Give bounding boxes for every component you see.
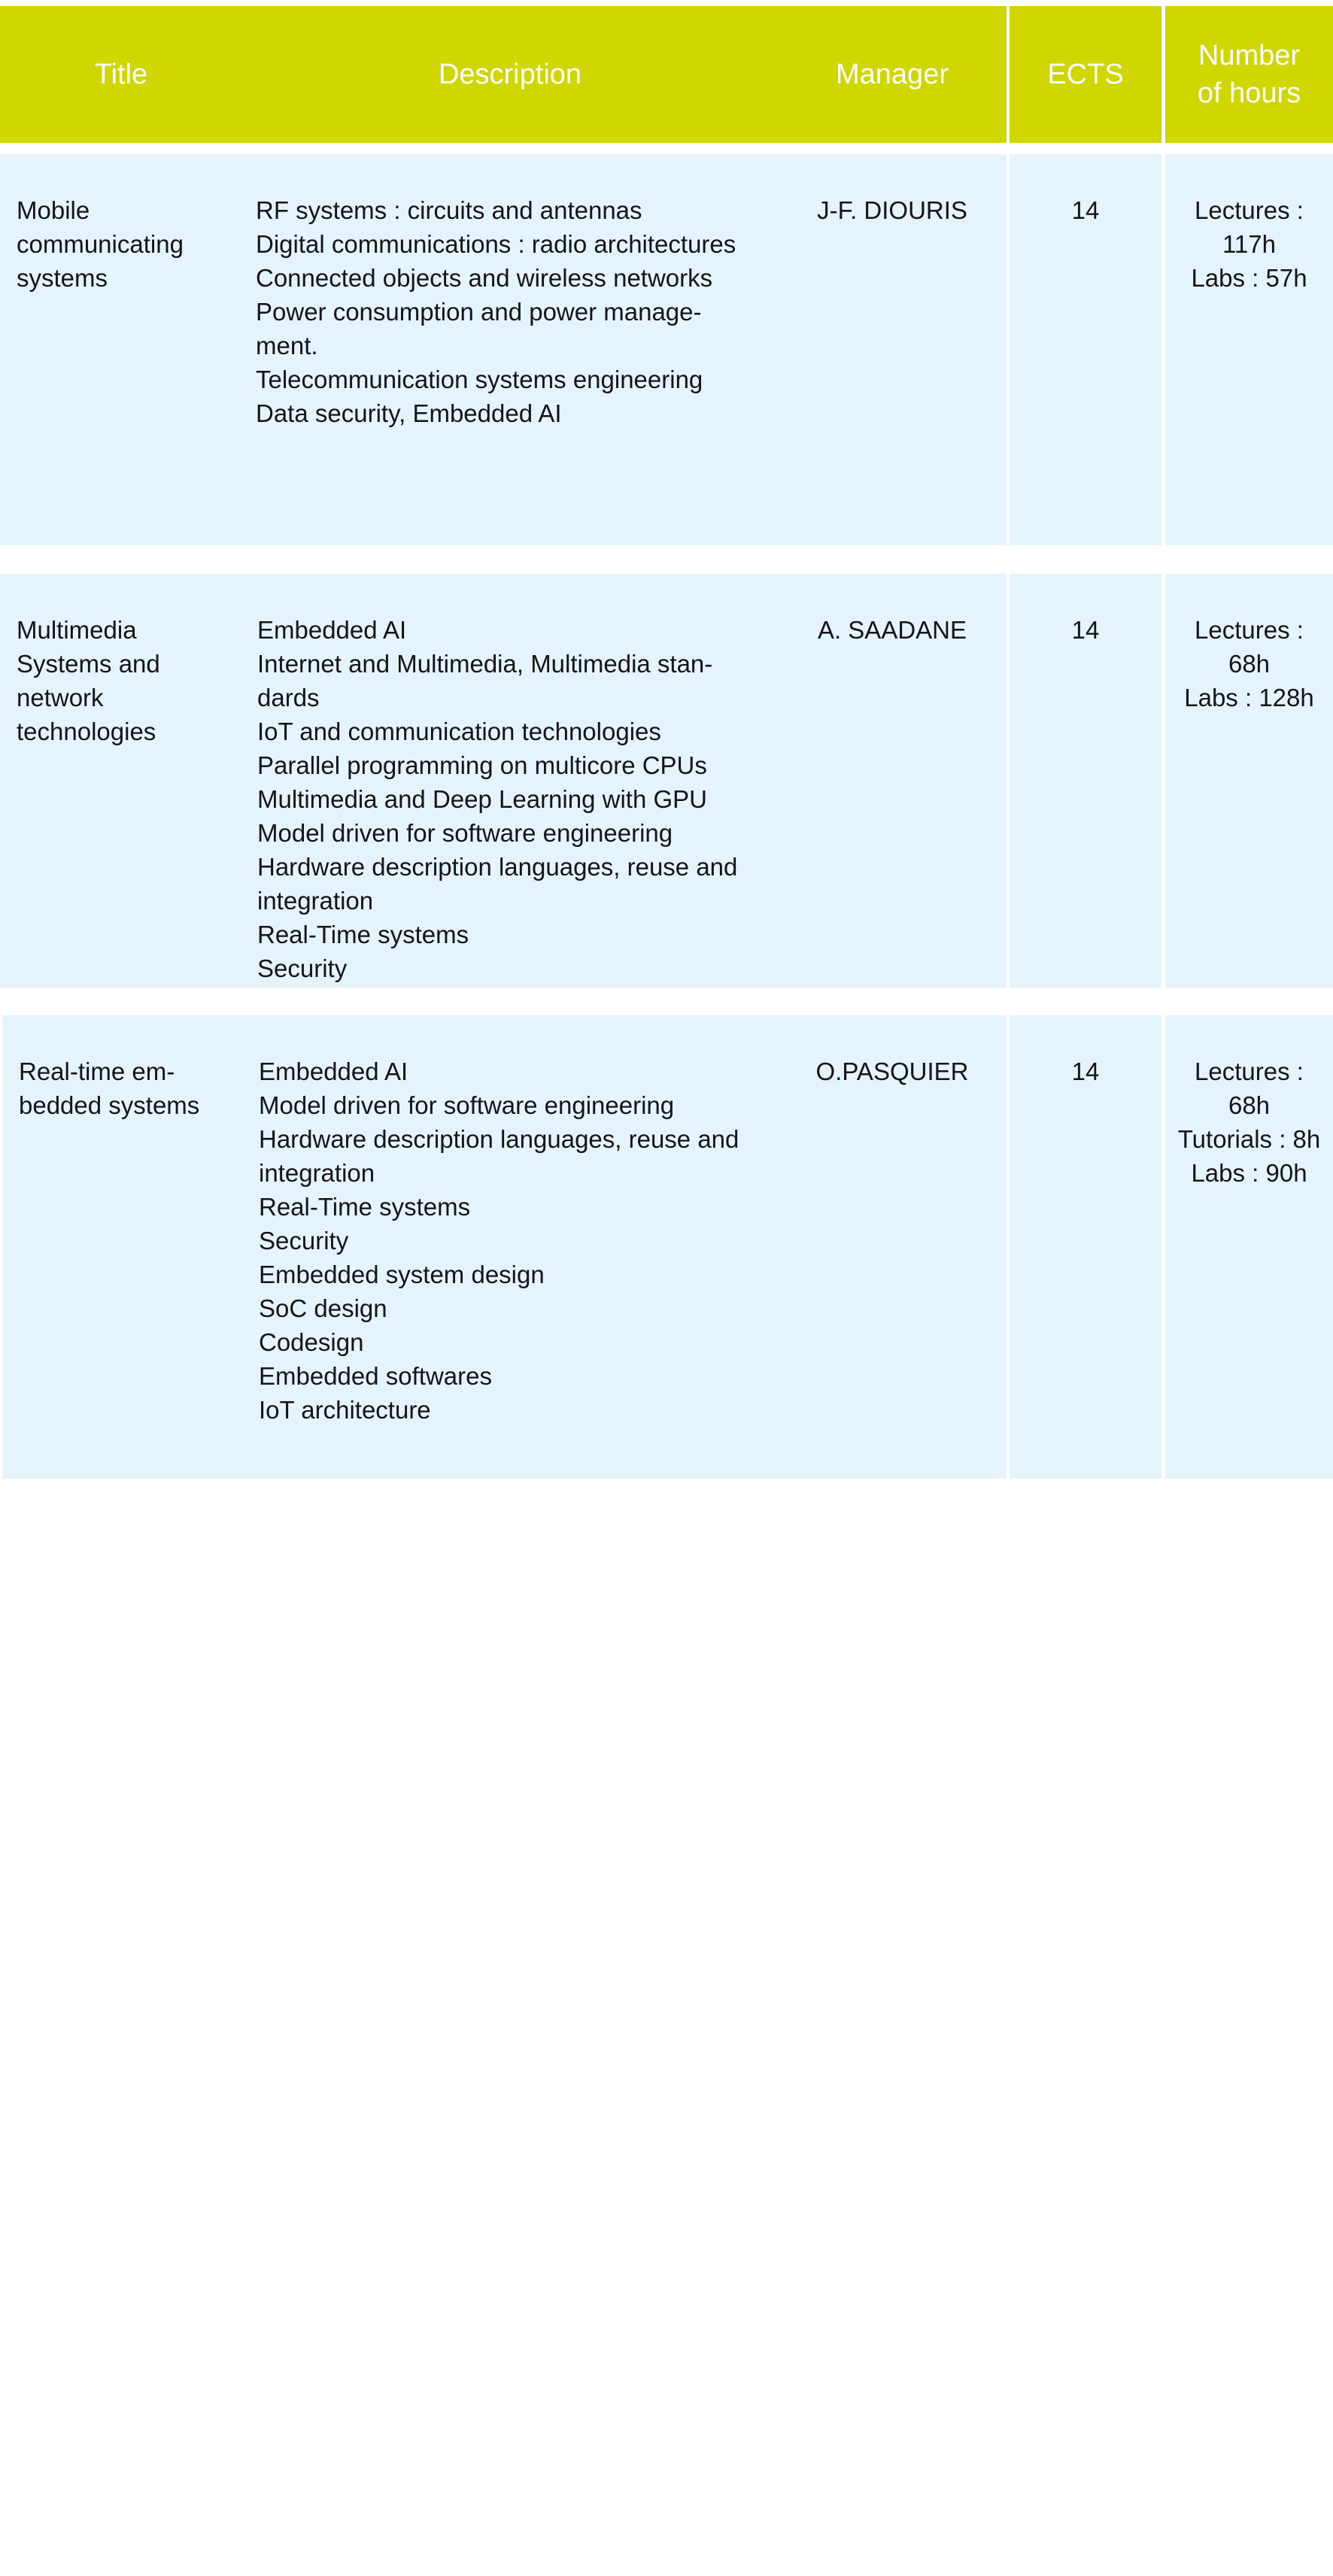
header-title-label: Title <box>94 59 148 90</box>
row-2-description-line: Real-Time systems <box>257 921 469 948</box>
row-2-title-line: technologies <box>17 718 156 745</box>
row-1-manager-text: J-F. DIOURIS <box>817 196 967 224</box>
row-2-description <box>257 574 778 988</box>
row-2-title-line: Multimedia <box>17 616 137 644</box>
row-3-description-line: SoC design <box>259 1294 387 1322</box>
row-3-description <box>259 1015 778 1479</box>
row-1-ects <box>1010 154 1161 545</box>
row-1-description-line: RF systems : circuits and antennas <box>256 196 642 224</box>
row-2-description-line: integration <box>257 887 374 915</box>
row-2-title-line: Systems and <box>17 650 160 678</box>
row-3-description-line: Real-Time systems <box>259 1193 471 1221</box>
row-1-description-line: Data security, Embedded AI <box>256 399 562 427</box>
row-2-description-line: Model driven for software engineering <box>257 819 673 847</box>
row-3-title-line: bedded systems <box>19 1091 200 1119</box>
row-2-hours-line: Lectures : <box>1195 616 1304 644</box>
row-2-description-line: Embedded AI <box>257 616 407 644</box>
row-3-description-line: Embedded softwares <box>259 1362 493 1390</box>
row-1-title-line: systems <box>17 264 108 292</box>
row-3-manager <box>778 1015 1007 1479</box>
row-2-hours-line: 68h <box>1228 650 1271 678</box>
row-2-title <box>0 574 242 988</box>
row-2-hours <box>1165 574 1333 988</box>
row-1-hours-line: Lectures : <box>1195 196 1304 224</box>
header-description <box>242 6 778 143</box>
row-3-hours-line: Labs : 90h <box>1191 1159 1307 1187</box>
row-1-title-line: Mobile <box>17 196 90 224</box>
row-1-description-line: Digital communications : radio architectures <box>256 230 736 258</box>
row-3-title-line: Real-time em- <box>19 1057 175 1085</box>
row-1-description-line: Connected objects and wireless networks <box>256 264 713 292</box>
header-hours-line-2: of hours <box>1197 77 1301 109</box>
header-description-label: Description <box>438 59 582 90</box>
row-1-title-line: communicating <box>17 230 184 258</box>
row-1-title <box>0 154 242 545</box>
row-3-manager-text: O.PASQUIER <box>815 1057 969 1085</box>
row-3-description-line: IoT architecture <box>259 1396 431 1424</box>
row-3-description-line: Embedded AI <box>259 1057 408 1085</box>
row-3-description-line: Security <box>259 1227 349 1255</box>
row-3-hours-line: Tutorials : 8h <box>1177 1125 1321 1153</box>
row-3-description-line: Codesign <box>259 1328 364 1356</box>
row-2-title-line: network <box>17 684 104 712</box>
row-3-description-line: Model driven for software engineering <box>259 1091 675 1119</box>
row-1-hours <box>1165 154 1333 545</box>
row-2-description-line: Security <box>257 954 348 982</box>
row-2-description-line: Internet and Multimedia, Multimedia stan- <box>257 650 713 678</box>
row-3-ects <box>1010 1015 1161 1479</box>
row-2-hours-line: Labs : 128h <box>1184 684 1314 712</box>
header-hours-line-1: Number <box>1198 40 1301 71</box>
row-3-description-line: Embedded system design <box>259 1261 545 1288</box>
row-1-ects-value: 14 <box>1071 196 1100 224</box>
row-2-ects-value: 14 <box>1071 616 1100 644</box>
row-2-manager-text: A. SAADANE <box>817 616 967 644</box>
row-2-description-line: Multimedia and Deep Learning with GPU <box>257 785 707 813</box>
row-1-description-line: Telecommunication systems engineering <box>256 366 703 393</box>
row-2-manager <box>778 574 1007 988</box>
header-hours <box>1165 6 1333 143</box>
header-ects <box>1010 6 1161 143</box>
header-title <box>0 6 242 143</box>
row-3-ects-value: 14 <box>1071 1057 1100 1085</box>
row-1-hours-line: 117h <box>1222 230 1276 258</box>
row-3-hours <box>1165 1015 1333 1479</box>
row-2-description-line: IoT and communication technologies <box>257 718 661 745</box>
row-1-manager <box>778 154 1007 545</box>
header-manager <box>778 6 1007 143</box>
row-3-description-line: integration <box>259 1159 375 1187</box>
row-3-description-line: Hardware description languages, reuse and <box>259 1125 739 1153</box>
row-1-description-line: ment. <box>256 332 318 360</box>
row-2-description-line: dards <box>257 684 320 712</box>
row-2-description-line: Parallel programming on multicore CPUs <box>257 751 707 779</box>
header-ects-label: ECTS <box>1047 59 1124 90</box>
row-1-description-line: Power consumption and power manage- <box>256 298 702 326</box>
row-1-hours-line: Labs : 57h <box>1191 264 1307 292</box>
row-1-description <box>256 154 778 545</box>
row-3-title <box>2 1015 244 1479</box>
row-3-hours-line: 68h <box>1228 1091 1271 1119</box>
row-3-hours-line: Lectures : <box>1195 1057 1304 1085</box>
row-2-ects <box>1010 574 1161 988</box>
row-2-description-line: Hardware description languages, reuse and <box>257 853 738 881</box>
header-manager-label: Manager <box>836 59 949 90</box>
